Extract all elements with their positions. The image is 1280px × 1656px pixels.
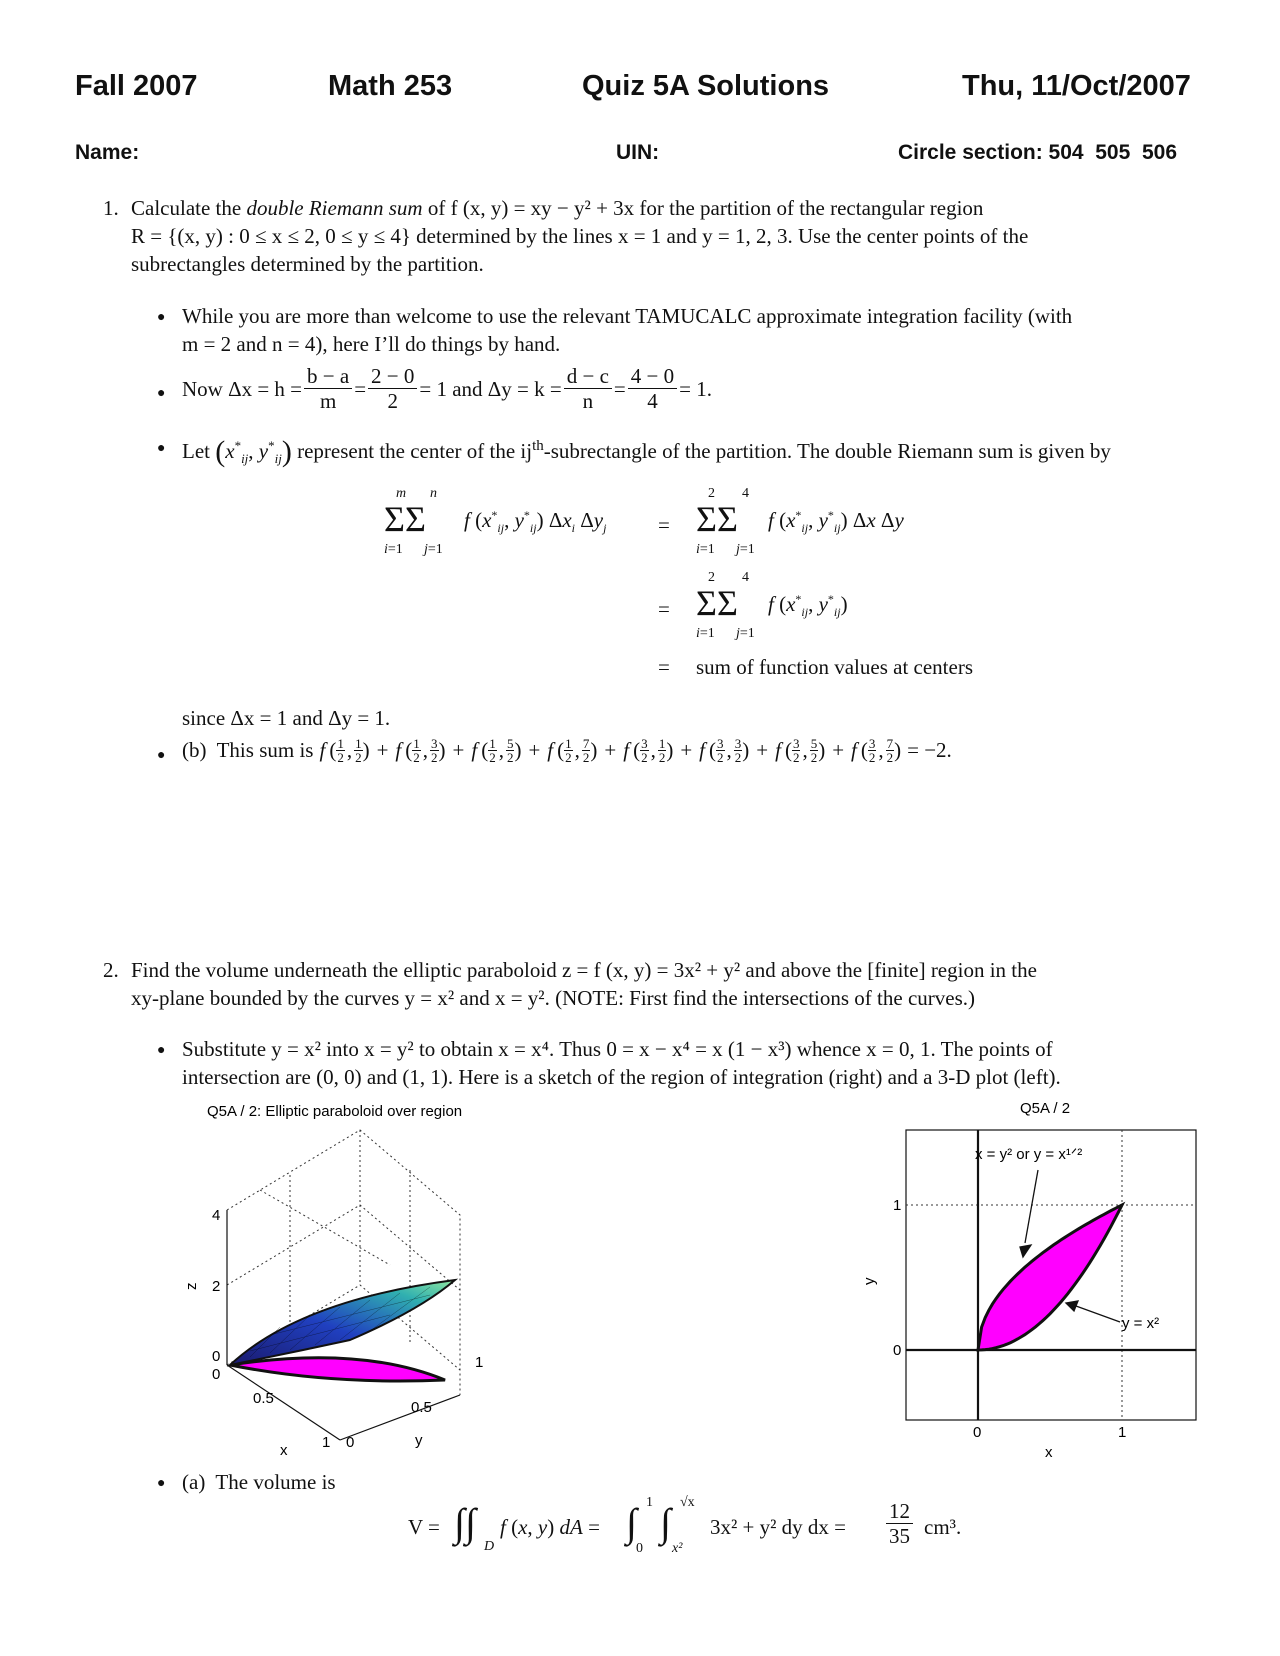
problem1-line1: Calculate the double Riemann sum of f (x, y) = xy − y² + 3x for the partition of the rectangular region bbox=[131, 196, 984, 220]
term-label: Fall 2007 bbox=[75, 70, 198, 102]
eq-equals-1: = bbox=[658, 513, 670, 537]
x-tick: 1 bbox=[1118, 1424, 1127, 1441]
date-label: Thu, 11/Oct/2007 bbox=[962, 70, 1191, 102]
p2-bullet1-line2: intersection are (0, 0) and (1, 1). Here is a sketch of the region of integration (right) and a 3-D plot (left). bbox=[182, 1065, 1061, 1089]
page-title: Quiz 5A Solutions bbox=[582, 70, 830, 102]
z-tick: 0 bbox=[212, 1348, 221, 1365]
problem1-line3: subrectangles determined by the partition. bbox=[131, 252, 484, 276]
z-tick: 0 bbox=[212, 1366, 221, 1383]
eq-equals-3: = bbox=[658, 655, 670, 679]
riemann-term: f ( 1 2 , 1 2 ) bbox=[319, 735, 370, 765]
y-tick: 0 bbox=[893, 1342, 902, 1359]
p1-bullet4: (b) This sum is f ( 1 2 , 1 2 ) + f ( 1 2 , 3 2 ) + f ( 1 2 , 5 2 ) + f ( 1 2 , 7 2 ) + f ( 3 2 , 1 2 ) + f ( 3 2 , 3 2 ) + f ( 3 2 , 5 2 ) + f ( 3 2 , 7 2 ) = −2. bbox=[182, 735, 952, 765]
y-tick: 1 bbox=[893, 1197, 902, 1214]
plot2d-annotation-top: x = y² or y = x¹ᐟ² bbox=[975, 1146, 1083, 1163]
problem2-line1: Find the volume underneath the elliptic paraboloid z = f (x, y) = 3x² + y² and above the [finite] region in the bbox=[131, 958, 1037, 982]
problem2-line2: xy-plane bounded by the curves y = x² and x = y². (NOTE: First find the intersections of the curves.) bbox=[131, 986, 975, 1010]
p1-bullet1-line2: m = 2 and n = 4), here I’ll do things by hand. bbox=[182, 332, 561, 356]
riemann-term: f ( 3 2 , 7 2 ) bbox=[851, 735, 902, 765]
riemann-term: f ( 3 2 , 3 2 ) bbox=[699, 735, 750, 765]
riemann-term: f ( 3 2 , 1 2 ) bbox=[623, 735, 674, 765]
riemann-terms: f ( 1 2 , 1 2 ) + f ( 1 2 , 3 2 ) + f ( 1 2 , 5 2 ) + f ( 1 2 , 7 2 ) + f ( 3 2 , 1 2 ) + f ( 3 2 , 3 2 ) + f ( 3 2 , 5 2 ) + f ( 3 2 , 7 2 ) bbox=[319, 735, 902, 765]
p1-bullet1-line1: While you are more than welcome to use the relevant TAMUCALC approximate integration facility (with bbox=[182, 304, 1073, 328]
p2-bullet2: (a) The volume is bbox=[182, 1470, 336, 1494]
plot-3d bbox=[183, 1095, 520, 1459]
problem2-number: 2. bbox=[103, 958, 119, 982]
plot2d-annotation-right: y = x² bbox=[1122, 1315, 1160, 1332]
bullet-icon: ● bbox=[157, 386, 166, 401]
x-tick: 1 bbox=[322, 1434, 331, 1451]
uin-label: UIN: bbox=[616, 141, 660, 164]
y-axis-label: y bbox=[415, 1432, 423, 1449]
eq-r3: sum of function values at centers bbox=[696, 655, 973, 679]
problem1-number: 1. bbox=[103, 196, 119, 220]
p2-bullet1-line1: Substitute y = x² into x = y² to obtain x = x⁴. Thus 0 = x − x⁴ = x (1 − x³) whence x = 0, 1. The points of bbox=[182, 1037, 1053, 1061]
y-tick: 0 bbox=[346, 1434, 355, 1451]
bullet-icon: ● bbox=[157, 1476, 166, 1491]
riemann-term: f ( 1 2 , 3 2 ) bbox=[395, 735, 446, 765]
bullet-icon: ● bbox=[157, 310, 166, 325]
section-label: Circle section: 504 505 506 bbox=[898, 141, 1177, 164]
x-tick: 0 bbox=[973, 1424, 982, 1441]
z-tick: 2 bbox=[212, 1278, 221, 1295]
eq-equals-2: = bbox=[658, 597, 670, 621]
since-line: since Δx = 1 and Δy = 1. bbox=[182, 706, 391, 730]
p1-bullet3: Let ($x^*_{ij}$, $y^*_{ij}$) represent the center of the $ij^{th}$-subrectangle of the partition. The double Riemann sum is given by bbox=[182, 435, 1111, 468]
z-axis-label: z bbox=[183, 1282, 200, 1290]
y-tick: 0.5 bbox=[411, 1399, 432, 1416]
x-axis-label: x bbox=[1045, 1444, 1053, 1461]
plot3d-region bbox=[230, 1358, 445, 1381]
z-tick: 4 bbox=[212, 1207, 221, 1224]
plot-2d bbox=[860, 1095, 1220, 1465]
plot2d-title: Q5A / 2 bbox=[1020, 1100, 1071, 1117]
plot3d-title: Q5A / 2: Elliptic paraboloid over region bbox=[207, 1103, 463, 1120]
problem1-line2: R = {(x, y) : 0 ≤ x ≤ 2, 0 ≤ y ≤ 4} determined by the lines x = 1 and y = 1, 2, 3. Use the center points of the bbox=[131, 224, 1029, 248]
riemann-term: f ( 3 2 , 5 2 ) bbox=[775, 735, 826, 765]
bullet-icon: ● bbox=[157, 1043, 166, 1058]
course-label: Math 253 bbox=[328, 70, 453, 102]
bullet-icon: ● bbox=[157, 748, 166, 763]
p1-bullet2: Now Δx = h = $\frac{b - a}{m}$ = $\frac{2 - 0}{2}$ = 1 and Δy = k = $\frac{d - c}{n}$ = $\frac{4 - 0}{4}$ = 1. bbox=[182, 364, 712, 413]
name-label: Name: bbox=[75, 141, 140, 164]
y-axis-label: y bbox=[861, 1277, 878, 1285]
x-axis-label: x bbox=[280, 1442, 288, 1459]
riemann-term: f ( 1 2 , 5 2 ) bbox=[471, 735, 522, 765]
x-tick: 0.5 bbox=[253, 1390, 274, 1407]
y-tick: 1 bbox=[475, 1354, 484, 1371]
riemann-term: f ( 1 2 , 7 2 ) bbox=[547, 735, 598, 765]
plot2d-region bbox=[978, 1205, 1122, 1350]
bullet-icon: ● bbox=[157, 441, 166, 456]
